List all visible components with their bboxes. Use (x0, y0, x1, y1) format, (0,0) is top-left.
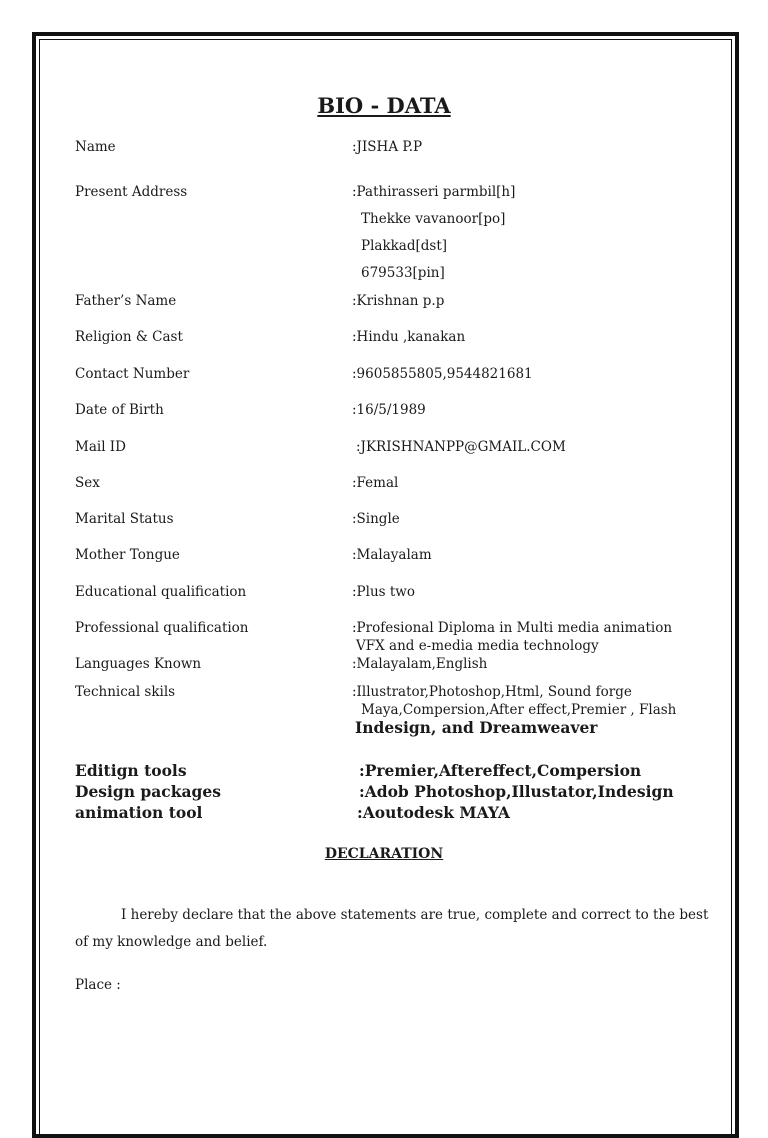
declaration-heading: DECLARATION (324, 846, 444, 862)
field-value-father: :Krishnan p.p (352, 293, 445, 309)
field-value-editing-tools: :Premier,Aftereffect,Compersion (359, 761, 642, 780)
field-value-name: :JISHA P.P (352, 139, 423, 155)
field-value-education: :Plus two (352, 584, 415, 600)
place-label: Place : (75, 977, 121, 993)
technical-line-2: Maya,Compersion,After effect,Premier , Flash (361, 702, 677, 718)
field-value-contact: :9605855805,9544821681 (352, 366, 533, 382)
field-value-dob: :16/5/1989 (352, 402, 426, 418)
field-value-animation-tool: :Aoutodesk MAYA (357, 803, 510, 822)
field-value-religion: :Hindu ,kanakan (352, 329, 466, 345)
field-label-dob: Date of Birth (75, 402, 164, 418)
page-title: BIO - DATA (317, 93, 451, 118)
field-value-professional: :Profesional Diploma in Multi media animation (352, 620, 673, 636)
field-label-religion: Religion & Cast (75, 329, 183, 345)
field-value-technical: :Illustrator,Photoshop,Html, Sound forge (352, 684, 632, 700)
address-line-4: 679533[pin] (361, 265, 445, 281)
field-label-animation-tool: animation tool (75, 803, 203, 822)
field-label-languages: Languages Known (75, 656, 202, 672)
field-value-design-packages: :Adob Photoshop,Illustator,Indesign (359, 782, 674, 801)
field-label-technical: Technical skils (75, 684, 176, 700)
field-label-education: Educational qualification (75, 584, 247, 600)
field-label-father: Father’s Name (75, 293, 177, 309)
field-label-name: Name (75, 139, 116, 155)
field-value-mail: :JKRISHNANPP@GMAIL.COM (356, 439, 566, 455)
field-label-address: Present Address (75, 184, 188, 200)
professional-line-2: VFX and e-media media technology (356, 638, 599, 654)
field-label-editing-tools: Editign tools (75, 761, 187, 780)
technical-line-3: Indesign, and Dreamweaver (355, 718, 598, 737)
address-line-2: Thekke vavanoor[po] (361, 211, 506, 227)
address-line-3: Plakkad[dst] (361, 238, 448, 254)
field-label-mail: Mail ID (75, 439, 126, 455)
field-label-sex: Sex (75, 475, 100, 491)
field-value-mother-tongue: :Malayalam (352, 547, 432, 563)
field-value-languages: :Malayalam,English (352, 656, 488, 672)
field-label-contact: Contact Number (75, 366, 190, 382)
field-label-marital: Marital Status (75, 511, 174, 527)
field-label-professional: Professional qualification (75, 620, 249, 636)
field-value-marital: :Single (352, 511, 400, 527)
field-label-mother-tongue: Mother Tongue (75, 547, 180, 563)
declaration-text: I hereby declare that the above statements are true, complete and correct to the best of my knowledge and belief. (75, 907, 709, 950)
field-label-design-packages: Design packages (75, 782, 221, 801)
field-value-address: :Pathirasseri parmbil[h] (352, 184, 516, 200)
field-value-sex: :Femal (352, 475, 399, 491)
